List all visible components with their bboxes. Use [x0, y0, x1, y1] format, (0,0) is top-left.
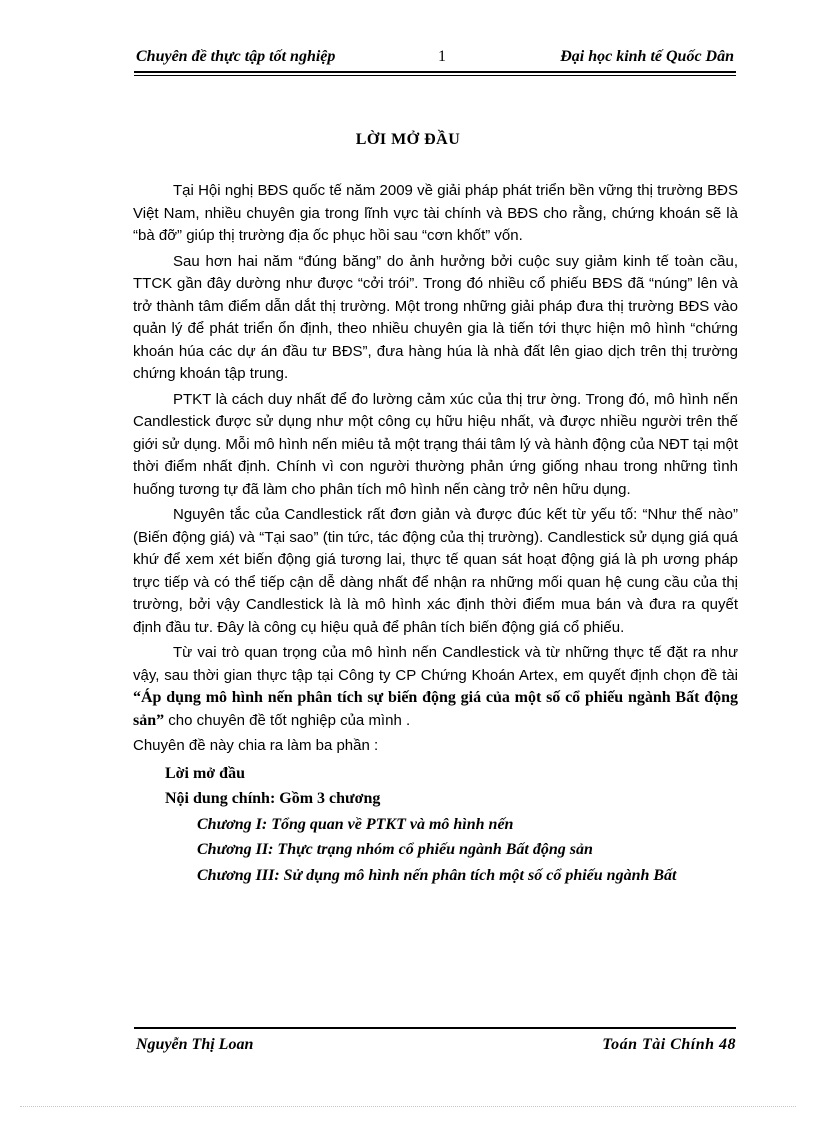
outline — [133, 761, 738, 889]
header-university: Đại học kinh tế Quốc Dân — [560, 48, 734, 65]
page-footer — [134, 1036, 736, 1060]
page-header — [134, 46, 736, 72]
paragraph-3: PTKT là cách duy nhất để đo lường cảm xúc của thị trư ờng. Trong đó, mô hình nến Candlestick được sử dụng như một công cụ hữu hiệu nhất, và được nhiều người trên thế giới sử dụng. Mỗi mô hình nến miêu tả một trạng thái tâm lý và hành động của NĐT tại một thời điểm nhất định. Chính vì con người thường phản ứng giống nhau trong những tình huống tương tự đã làm cho phân tích mô hình nến càng trở nên hữu dụng. — [133, 390, 738, 498]
header-thesis-label: Chuyên đề thực tập tốt nghiệp — [136, 48, 336, 65]
page-bottom-dotted-line — [20, 1106, 796, 1107]
paragraph-6: Chuyên đề này chia ra làm ba phần : — [133, 737, 379, 754]
outline-main: Nội dung chính: Gồm 3 chương — [165, 790, 381, 807]
paragraph-5-end: cho chuyên đề tốt nghiệp của mình . — [164, 711, 411, 729]
footer-author: Nguyễn Thị Loan — [136, 1036, 254, 1053]
footer-rule — [134, 1027, 736, 1029]
paragraph-5-start: Từ vai trò quan trọng của mô hình nến Candlestick và từ những thực tế đặt ra như vậy, sau thời gian thực tập tại Công ty CP Chứng Khoán Artex, em quyết định chọn đề tài — [133, 644, 738, 684]
header-rule-thick — [134, 71, 736, 73]
paragraph-5 — [133, 642, 738, 732]
paragraph-4: Nguyên tắc của Candlestick rất đơn giản và được đúc kết từ yếu tố: “Như thế nào” (Biến động giá) và “Tại sao” (tin tức, tác động của thị trường). Candlestick sử dụng giá quá khứ để xem xét biến động giá tương lai, thực tế quan sát hoạt động giá là ph ương pháp trực tiếp và có thể tiếp cận dễ dàng nhất để nhận ra những mối quan hệ cung cầu của thị trường, bởi vậy Candlestick là là mô hình xác định thời điểm mua bán và đưa ra quyết định đầu tư. Đây là công cụ hiệu quả để phân tích biến động giá cổ phiếu. — [133, 506, 738, 636]
paragraph-2: Sau hơn hai năm “đúng băng” do ảnh hưởng bởi cuộc suy giảm kinh tế toàn cầu, TTCK gần đây dường như được “cởi trói”. Trong đó nhiều cổ phiếu BĐS đã “núng” lên và trở thành tâm điểm dẫn dắt thị trường. Một trong những giải pháp đưa thị trường BĐS vào quản lý để phát triển ổn định, theo nhiều chuyên gia là tiến tới thực hiện mô hình “chứng khoán húa các dự án đầu tư BĐS”, đưa hàng húa là nhà đất lên giao dịch trên thị trường chứng khoán tập trung. — [133, 252, 738, 382]
outline-chapter-2: Chương II: Thực trạng nhóm cổ phiếu ngành Bất động sản — [197, 841, 593, 858]
footer-class: Toán Tài Chính 48 — [602, 1036, 736, 1053]
thesis-topic: “Áp dụng mô hình nến phân tích sự biến động giá của một số cổ phiếu ngành Bất động sản” — [133, 689, 738, 729]
outline-chapter-1: Chương I: Tổng quan về PTKT và mô hình nến — [197, 815, 514, 833]
outline-intro: Lời mở đầu — [165, 764, 245, 782]
header-rule-thin — [134, 75, 736, 76]
page-title: LỜI MỞ ĐẦU — [355, 131, 461, 148]
outline-chapter-3: Chương III: Sử dụng mô hình nến phân tích một số cổ phiếu ngành Bất — [197, 866, 677, 884]
header-page-number: 1 — [438, 48, 446, 65]
paragraph-1: Tại Hội nghị BĐS quốc tế năm 2009 về giải pháp phát triển bền vững thị trường BĐS Việt Nam, nhiều chuyên gia trong lĩnh vực tài chính và BĐS cho rằng, chứng khoán sẽ là “bà đỡ” giúp thị trường địa ốc phục hồi sau “cơn khốt” vốn. — [133, 182, 738, 244]
document-body — [133, 180, 738, 888]
